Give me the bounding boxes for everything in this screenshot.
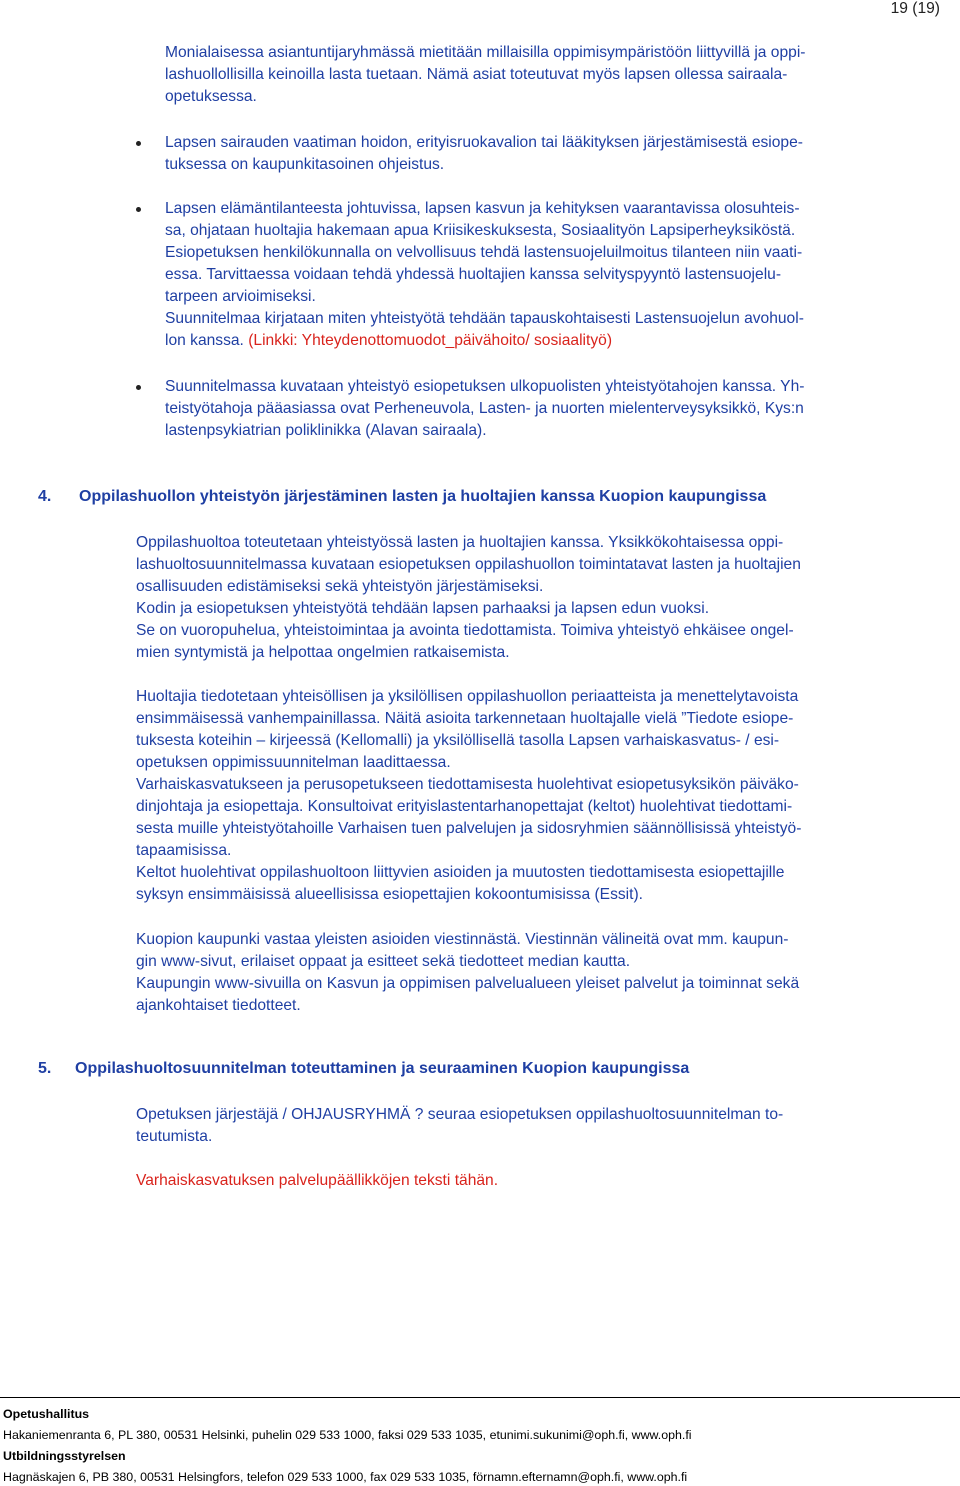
text-line: mien syntymistä ja helpottaa ongelmien ratkaisemista. <box>136 644 510 661</box>
page-number: 19 (19) <box>890 0 940 17</box>
footer-divider <box>0 1397 960 1398</box>
section-title: Oppilashuollon yhteistyön järjestäminen lasten ja huoltajien kanssa Kuopion kaupungissa <box>79 488 767 505</box>
text-line: teutumista. <box>136 1128 213 1145</box>
text-line: Lapsen elämäntilanteesta johtuvissa, lapsen kasvun ja kehityksen vaarantavissa olosuhteis- <box>165 200 800 217</box>
text-line: lashuollollisilla keinoilla lasta tuetaan. Nämä asiat toteutuvat myös lapsen ollessa sairaala- <box>165 66 788 83</box>
text-line: Lapsen sairauden vaatiman hoidon, erityisruokavalion tai lääkityksen järjestämisestä esiope- <box>165 134 803 151</box>
text-line: essa. Tarvittaessa voidaan tehdä yhdessä huoltajien kanssa selvityspyyntö lastensuojelu- <box>165 266 782 283</box>
text-line: dinjohtaja ja esiopettaja. Konsultoivat erityislastentarhanopettajat (keltot) huolehtivat tiedottami- <box>136 798 793 815</box>
text-line: tuksesta koteihin – kirjeessä (Kellomalli) ja yksilöllisellä tasolla Lapsen varhaiskasvatus- / esi- <box>136 732 780 749</box>
text-line: syksyn ensimmäisissä alueellisissa esiopettajien kokoontumisissa (Essit). <box>136 886 643 903</box>
bullet-icon <box>136 385 141 390</box>
text-line: tapaamisissa. <box>136 842 232 859</box>
footer-address-sv: Hagnäskajen 6, PB 380, 00531 Helsingfors, telefon 029 533 1000, fax 029 533 1035, förnamn.efternamn@oph.fi, www.oph.fi <box>3 1470 688 1484</box>
text-line: Kaupungin www-sivuilla on Kasvun ja oppimisen palvelualueen yleiset palvelut ja toiminnat sekä <box>136 975 800 992</box>
text-line: ensimmäisessä vanhempainillassa. Näitä asioita tarkennetaan huoltajalle vielä ”Tiedote esiope- <box>136 710 794 727</box>
text-line: teistyötahoja pääasiassa ovat Perheneuvola, Lasten- ja nuorten mielenterveysyksikkö, Kys:n <box>165 400 804 417</box>
text-line: osallisuuden edistämiseksi sekä yhteistyön järjestämiseksi. <box>136 578 544 595</box>
section-title: Oppilashuoltosuunnitelman toteuttaminen ja seuraaminen Kuopion kaupungissa <box>75 1060 690 1077</box>
text-line: sesta muille yhteistyötahoille Varhaisen tuen palvelujen ja sidosryhmien säännöllisissä yhteistyö- <box>136 820 802 837</box>
text-line: gin www-sivut, erilaiset oppaat ja esitteet sekä tiedotteet median kautta. <box>136 953 631 970</box>
text-fragment: lon kanssa. <box>165 332 249 349</box>
text-line: Oppilashuoltoa toteutetaan yhteistyössä lasten ja huoltajien kanssa. Yksikkökohtaisessa oppi- <box>136 534 784 551</box>
text-line: Keltot huolehtivat oppilashuoltoon liittyvien asioiden ja muutosten tiedottamisesta esiopettajille <box>136 864 785 881</box>
text-line: tarpeen arvioimiseksi. <box>165 288 316 305</box>
text-line: Huoltajia tiedotetaan yhteisöllisen ja yksilöllisen oppilashuollon periaatteista ja menettelytavoista <box>136 688 799 705</box>
section-number: 5. <box>38 1060 52 1077</box>
link-yhteydenottomuodot[interactable]: (Linkki: Yhteydenottomuodot_päivähoito/ sosiaalityö) <box>248 332 613 349</box>
section-number: 4. <box>38 488 52 505</box>
text-line: opetuksen oppimissuunnitelman laadittaessa. <box>136 754 451 771</box>
footer-org-fi: Opetushallitus <box>3 1407 90 1421</box>
bullet-icon <box>136 207 141 212</box>
text-line: Suunnitelmaa kirjataan miten yhteistyötä tehdään tapauskohtaisesti Lastensuojelun avohuol- <box>165 310 804 327</box>
text-line <box>165 330 612 352</box>
text-line: Monialaisessa asiantuntijaryhmässä mietitään millaisilla oppimisympäristöön liittyvillä ja oppi- <box>165 44 806 61</box>
text-line: sa, ohjataan huoltajia hakemaan apua Kriisikeskuksesta, Sosiaalityön Lapsiperheyksiköstä. <box>165 222 796 239</box>
placeholder-text: Varhaiskasvatuksen palvelupäällikköjen teksti tähän. <box>136 1172 499 1189</box>
text-line: Esiopetuksen henkilökunnalla on velvollisuus tehdä lastensuojeluilmoitus tilanteen niin vaati- <box>165 244 803 261</box>
text-line: lastenpsykiatrian poliklinikka (Alavan sairaala). <box>165 422 487 439</box>
text-line: Se on vuoropuhelua, yhteistoimintaa ja avointa tiedottamista. Toimiva yhteistyö ehkäisee ongel- <box>136 622 794 639</box>
text-line: tuksessa on kaupunkitasoinen ohjeistus. <box>165 156 445 173</box>
footer-address-fi: Hakaniemenranta 6, PL 380, 00531 Helsinki, puhelin 029 533 1000, faksi 029 533 1035, etunimi.sukunimi@oph.fi, www.oph.fi <box>3 1428 692 1442</box>
text-line: Varhaiskasvatukseen ja perusopetukseen tiedottamisesta huolehtivat esiopetusyksikön päiväko- <box>136 776 799 793</box>
text-line: opetuksessa. <box>165 88 257 105</box>
text-line: Kodin ja esiopetuksen yhteistyötä tehdään lapsen parhaaksi ja lapsen edun vuoksi. <box>136 600 710 617</box>
text-line: Suunnitelmassa kuvataan yhteistyö esiopetuksen ulkopuolisten yhteistyötahojen kanssa. Yh- <box>165 378 805 395</box>
text-line: ajankohtaiset tiedotteet. <box>136 997 301 1014</box>
text-line: Opetuksen järjestäjä / OHJAUSRYHMÄ ? seuraa esiopetuksen oppilashuoltosuunnitelman to- <box>136 1106 784 1123</box>
bullet-icon <box>136 141 141 146</box>
footer-org-sv: Utbildningsstyrelsen <box>3 1449 126 1463</box>
text-line: Kuopion kaupunki vastaa yleisten asioiden viestinnästä. Viestinnän välineitä ovat mm. kaupun- <box>136 931 789 948</box>
text-line: lashuoltosuunnitelmassa kuvataan esiopetuksen oppilashuollon toimintatavat lasten ja huoltajien <box>136 556 801 573</box>
